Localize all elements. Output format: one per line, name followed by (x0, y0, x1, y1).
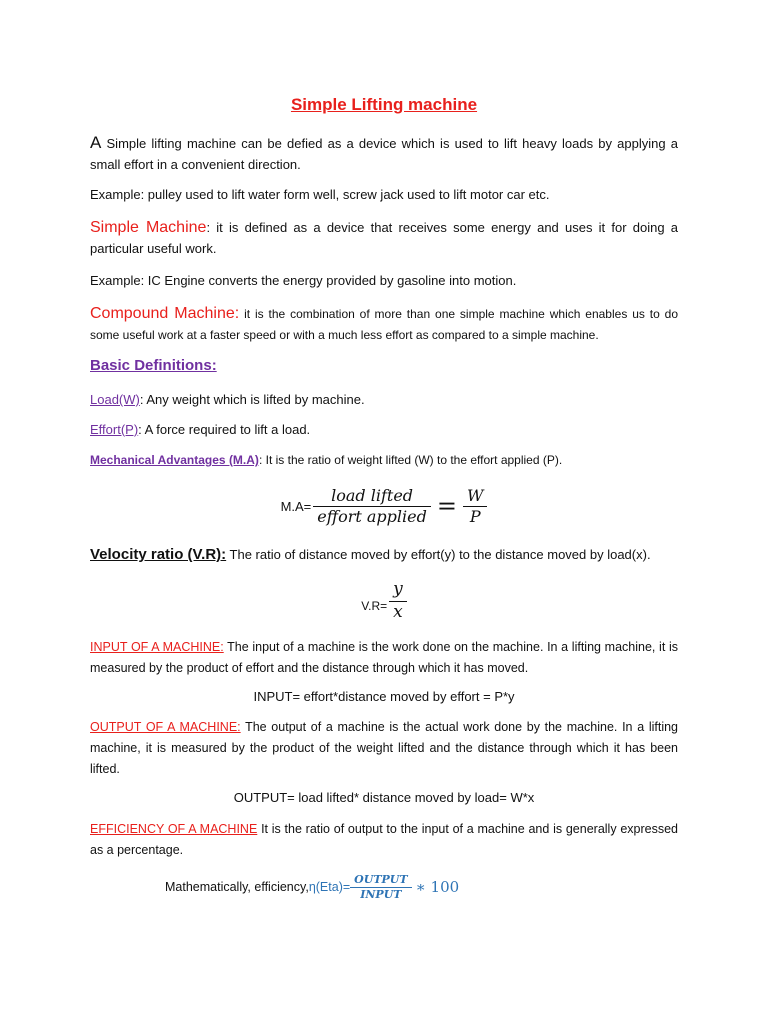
intro-text: Simple lifting machine can be defied as a device which is used to lift heavy loads by applying a small effort in a convenient direction. (90, 136, 678, 172)
effort-label: Effort(P) (90, 422, 139, 437)
efficiency-numerator: OUTPUT (354, 872, 408, 886)
effort-text: : A force required to lift a load. (138, 422, 311, 437)
input-formula: INPUT= effort*distance moved by effort = P*y (253, 689, 515, 704)
efficiency-denominator: INPUT (360, 887, 402, 901)
ma-denominator: effort applied (317, 506, 427, 526)
ma-definition (90, 450, 678, 471)
simple-machine-heading: Simple Machine (90, 219, 207, 236)
vr-fraction (389, 579, 407, 623)
load-text: : Any weight which is lifted by machine. (139, 392, 365, 407)
efficiency-formula (165, 864, 459, 910)
compound-machine-paragraph (90, 303, 678, 346)
ma-denominator-p: P (469, 506, 481, 526)
ma-label: Mechanical Advantages (M.A) (90, 453, 259, 467)
vr-formula-prefix: V.R= (361, 599, 388, 613)
efficiency-paragraph (90, 819, 678, 861)
vr-formula (0, 576, 768, 626)
vr-label: Velocity ratio (V.R): (90, 546, 227, 563)
vr-denominator: x (393, 601, 403, 622)
ma-numerator: load lifted (331, 485, 414, 505)
load-label: Load(W) (90, 392, 140, 407)
ma-fraction-2 (463, 486, 487, 527)
simple-machine-paragraph (90, 217, 678, 259)
ma-text: : It is the ratio of weight lifted (W) to the effort applied (P). (258, 453, 563, 467)
output-text: The output of a machine is the actual work done by the machine. In a lifting machine, it is measured by the product of the weight lifted and the distance through which it has been lifted. (90, 720, 679, 776)
efficiency-eta: η(Eta)= (308, 880, 351, 894)
intro-paragraph (90, 132, 678, 175)
efficiency-times-100: ∗ 100 (415, 878, 460, 896)
compound-machine-heading: Compound Machine: (90, 305, 240, 322)
ma-formula-prefix: M.A= (280, 498, 312, 514)
load-definition (90, 389, 678, 410)
vr-definition (90, 544, 678, 565)
effort-definition (90, 419, 678, 440)
efficiency-label: EFFICIENCY OF A MACHINE (90, 822, 258, 836)
example-1: Example: pulley used to lift water form well, screw jack used to lift motor car etc. (90, 187, 550, 202)
input-text: The input of a machine is the work done on the machine. In a lifting machine, it is measured by the product of effort and the distance through which it has moved. (90, 640, 678, 675)
efficiency-formula-prefix: Mathematically, efficiency, (165, 880, 309, 894)
ma-numerator-w: W (466, 485, 484, 505)
input-label: INPUT OF A MACHINE: (90, 640, 224, 654)
vr-numerator: y (393, 579, 403, 600)
input-paragraph (90, 637, 678, 679)
output-paragraph (90, 717, 678, 780)
example-2: Example: IC Engine converts the energy provided by gasoline into motion. (90, 273, 517, 288)
efficiency-text: It is the ratio of output to the input of a machine and is generally expressed as a percentage. (90, 822, 678, 857)
ma-fraction-1 (313, 486, 431, 527)
intro-lead-letter: A (90, 133, 102, 152)
efficiency-fraction (350, 873, 411, 902)
output-label: OUTPUT OF A MACHINE: (90, 720, 241, 734)
simple-machine-text: : it is defined as a device that receives some energy and uses it for doing a particular useful work. (90, 220, 679, 256)
basic-definitions-heading: Basic Definitions: (90, 357, 217, 374)
ma-formula (0, 478, 768, 534)
page-title: Simple Lifting machine (290, 95, 478, 114)
vr-text: The ratio of distance moved by effort(y) to the distance moved by load(x). (226, 547, 651, 562)
compound-machine-text: it is the combination of more than one simple machine which enables us to do some useful work at a faster speed or with a much less effort as compared to a simple machine. (90, 307, 678, 342)
ma-equals: = (436, 492, 457, 520)
output-formula: OUTPUT= load lifted* distance moved by load= W*x (233, 790, 535, 805)
